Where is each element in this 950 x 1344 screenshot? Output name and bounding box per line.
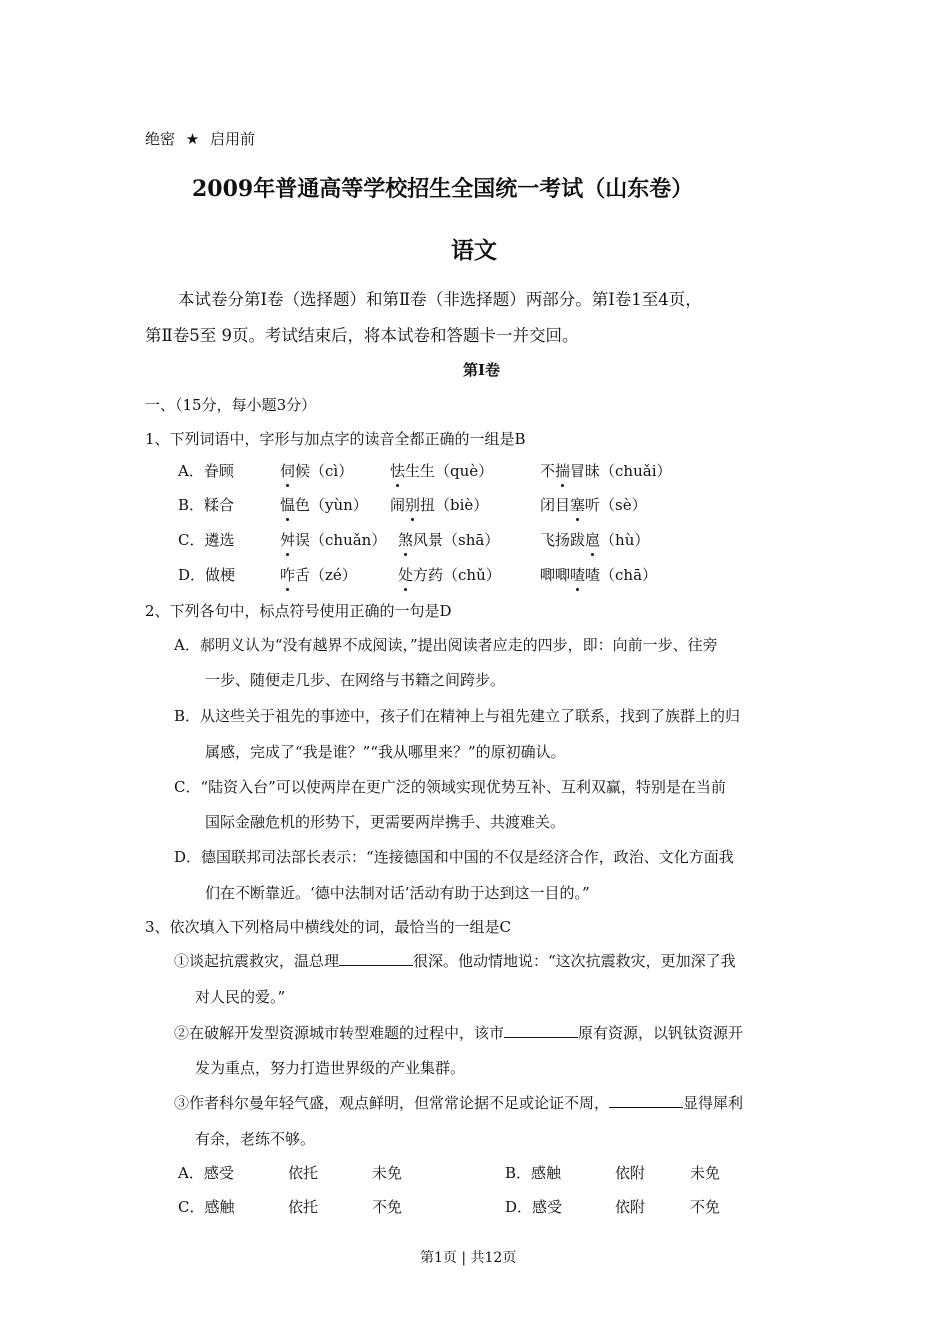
dotted-character: 咋 [280, 566, 296, 584]
q3-option-label: B．感触 [505, 1164, 562, 1182]
q1-option-label: B．糅合 [178, 496, 235, 514]
volume-heading: 第Ⅰ卷 [463, 361, 501, 379]
question-2-stem: 2、下列各句中，标点符号使用正确的一句是D [145, 602, 452, 620]
q2-option-a-line1: A．郝明义认为“没有越界不成阅读，”提出阅读者应走的四步，即：向前一步、往旁 [174, 636, 718, 654]
q3-s3-part-c: 有余，老练不够。 [195, 1130, 316, 1148]
word-part: 风景（shā） [413, 531, 500, 549]
word-part: 生生（què） [405, 462, 494, 480]
q2-option-c-line1: C．“陆资入台”可以使两岸在更广泛的领域实现优势互补、互利双赢，特别是在当前 [174, 778, 726, 796]
word-part: 误（chuǎn） [295, 531, 387, 549]
q2-option-b-line1: B．从这些关于祖先的事迹中，孩子们在精神上与祖先建立了联系，找到了族群上的归 [174, 707, 741, 725]
q2-option-c-line2: 国际金融危机的形势下，更需要两岸携手、共渡难关。 [205, 813, 566, 831]
intro-line-1: 本试卷分第Ⅰ卷（选择题）和第Ⅱ卷（非选择题）两部分。第Ⅰ卷1至4页， [178, 290, 702, 309]
q2-option-d-line1: D．德国联邦司法部长表示：“连接德国和中国的不仅是经济合作，政治、文化方面我 [174, 848, 734, 866]
star-icon: ★ [185, 130, 200, 148]
q1-option-word [540, 460, 672, 481]
secret-header [145, 128, 255, 149]
q3-option-label: C．感触 [178, 1198, 235, 1216]
q3-s2-part-c: 发为重点，努力打造世界级的产业集群。 [195, 1059, 466, 1077]
dotted-character: 舛 [280, 531, 296, 549]
word-part: 不 [540, 462, 556, 480]
dotted-character: 伺 [280, 462, 296, 480]
q3-s1-part-c: 对人民的爱。” [195, 988, 286, 1006]
word-part: 听（sè） [585, 496, 647, 514]
q3-option-word: 依托 [288, 1164, 319, 1182]
word-part: 唧唧 [540, 566, 571, 584]
dotted-character: 处 [398, 566, 414, 584]
page-footer: 第1页 | 共12页 [420, 1250, 517, 1266]
q1-option-word [280, 564, 357, 585]
dotted-character: 怯 [390, 462, 406, 480]
fill-blank [339, 951, 413, 966]
q3-option-word: 依附 [615, 1164, 646, 1182]
dotted-character: 揣 [555, 462, 571, 480]
q3-s1-part-a: ①谈起抗震救灾，温总理 [174, 952, 340, 970]
dotted-character: 塞 [570, 496, 586, 514]
q3-option-word: 未免 [372, 1164, 403, 1182]
q1-option-word [540, 529, 649, 550]
q3-option-word: 依附 [615, 1198, 646, 1216]
q3-option-label: A．感受 [178, 1164, 234, 1182]
q3-option-word: 依托 [288, 1198, 319, 1216]
q3-sentence-1 [174, 950, 736, 971]
question-1-stem: 1、下列词语中，字形与加点字的读音全都正确的一组是B [145, 430, 526, 448]
secret-label: 绝密 [145, 130, 176, 148]
word-part: 飞扬跋 [540, 531, 586, 549]
word-part: 闭目 [540, 496, 571, 514]
q3-s3-part-a: ③作者科尔曼年轻气盛，观点鲜明，但常常论据不足或论证不周， [174, 1094, 610, 1112]
q1-option-word [398, 529, 499, 550]
q2-option-d-line2: 们在不断靠近。‘德中法制对话’活动有助于达到这一目的。” [205, 884, 590, 902]
dotted-character: 喳 [570, 566, 586, 584]
q1-option-word [280, 494, 368, 515]
q1-option-word [390, 460, 493, 481]
before-use-label: 启用前 [210, 130, 256, 148]
q2-option-a-line2: 一步、随便走几步、在网络与书籍之间跨步。 [205, 671, 506, 689]
q3-sentence-3 [174, 1092, 743, 1113]
q3-s2-part-a: ②在破解开发型资源城市转型难题的过程中，该市 [174, 1024, 505, 1042]
exam-title: 2009年普通高等学校招生全国统一考试（山东卷） [192, 176, 694, 202]
q3-option-word: 不免 [690, 1198, 721, 1216]
subject-title: 语文 [451, 237, 497, 264]
word-part: 色（yùn） [295, 496, 368, 514]
q3-sentence-2 [174, 1022, 743, 1043]
q3-s1-part-b: 很深。他动情地说：“这次抗震救灾，更加深了我 [413, 952, 736, 970]
q1-option-label: C．遴选 [178, 531, 235, 549]
q1-option-word [540, 564, 657, 585]
q1-option-word [390, 494, 488, 515]
word-part: 冒昧（chuǎi） [570, 462, 672, 480]
dotted-character: 煞 [398, 531, 414, 549]
q2-option-b-line2: 属感，完成了“我是谁？”“我从哪里来？”的原初确认。 [205, 743, 566, 761]
q1-option-word [280, 529, 386, 550]
section-heading: 一、（15分，每小题3分） [145, 396, 317, 414]
q1-option-word [280, 460, 353, 481]
word-part: 闹 [390, 496, 406, 514]
word-part: （hù） [600, 531, 650, 549]
word-part: 舌（zé） [295, 566, 357, 584]
word-part: 扭（biè） [420, 496, 489, 514]
question-3-stem: 3、依次填入下列格局中横线处的词，最恰当的一组是C [145, 918, 512, 936]
q1-option-label: D．做梗 [178, 566, 236, 584]
dotted-character: 愠 [280, 496, 296, 514]
fill-blank [504, 1023, 578, 1038]
word-part: 候（cì） [295, 462, 354, 480]
word-part: 方药（chǔ） [413, 566, 501, 584]
q3-option-word: 未免 [690, 1164, 721, 1182]
dotted-character: 扈 [585, 531, 601, 549]
q3-s3-part-b: 显得犀利 [683, 1094, 744, 1112]
q3-s2-part-b: 原有资源，以钒钛资源开 [578, 1024, 744, 1042]
q3-option-label: D．感受 [505, 1198, 563, 1216]
fill-blank [609, 1093, 683, 1108]
q1-option-word [540, 494, 647, 515]
q1-option-word [398, 564, 501, 585]
word-part: 喳（chā） [585, 566, 658, 584]
intro-line-2: 第Ⅱ卷5至 9页。考试结束后，将本试卷和答题卡一并交回。 [145, 326, 579, 345]
q3-option-word: 不免 [372, 1198, 403, 1216]
q1-option-label: A．眷顾 [178, 462, 234, 480]
dotted-character: 别 [405, 496, 421, 514]
